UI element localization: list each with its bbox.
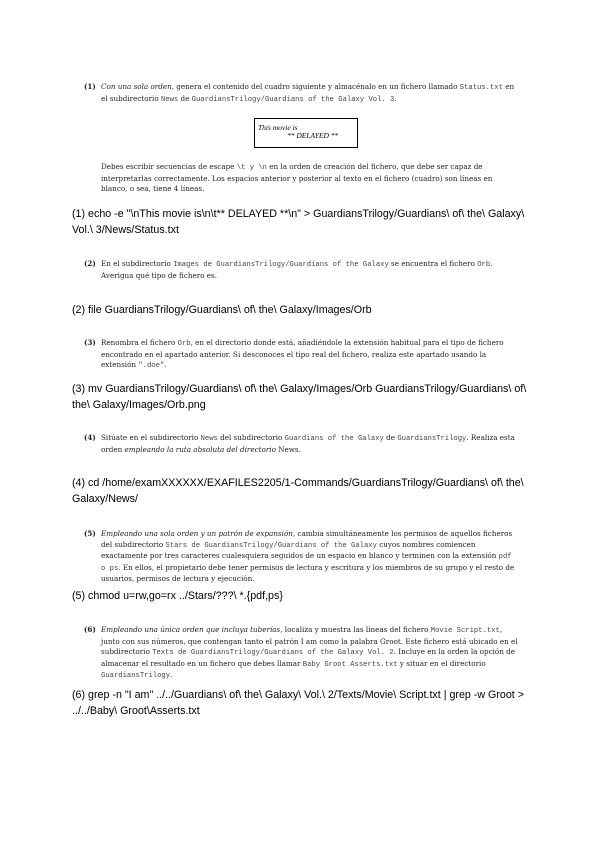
question-1-text: Con una sola orden, genera el contenido del cuadro siguiente y almacénalo en un fichero llamado Status.txt en el subdirectorio News de GuardiansTrilogy/Guardians of the Galaxy Vol. 3. xyxy=(101,82,515,104)
question-1-lead: Con una sola orden xyxy=(101,82,172,91)
answer-5: (5) chmod u=rw,go=rx ../Stars/???\ *.{pdf,ps} xyxy=(72,590,283,602)
answer-4: (4) cd /home/examXXXXXX/EXAFILES2205/1-Commands/GuardiansTrilogy/Guardians\ of\ the\ Galaxy/News/ xyxy=(72,477,524,505)
answer-3: (3) mv GuardiansTrilogy/Guardians\ of\ the\ Galaxy/Images/Orb GuardiansTrilogy/Guardians\ of\ the\ Galaxy/Images/Orb.png xyxy=(72,383,527,411)
question-1-number: (1) xyxy=(84,82,96,91)
box-line-1: This movie is xyxy=(258,123,298,132)
box-line-2: ** DELAYED ** xyxy=(287,131,339,140)
status-file-name: Status.txt xyxy=(459,84,503,92)
question-6-number: (6) xyxy=(84,625,96,634)
question-6-text: Empleando una única orden que incluya tuberías, localiza y muestra las líneas del fichero Movie Script.txt, junto con sus números, que contengan tanto el patrón I am como la palabra Groot. Este fichero está ubicado en el subdirectorio Texts de GuardiansTrilogy/Guardians of the Galaxy Vol. 2. Incluye en la orden la opción de almacenar el resultado en un fichero que debes llamar Baby Groot Asserts.txt y situar en el directorio GuardiansTrilogy. xyxy=(101,625,518,681)
question-5-text: Empleando una sola orden y un patrón de expansión, cambia simultáneamente los permisos de aquellos ficheros del subdirectorio Stars de GuardiansTrilogy/Guardians of the Galaxy cuyos nombres comiencen exactamente por tres caracteres cualesquiera seguidos de un espacio en blanco y terminen con la extensión pdf o ps. En ellos, el propietario debe tener permisos de lectura y escritura y los miembros de su grupo y el resto de usuarios, permisos de lectura y ejecución. xyxy=(101,529,515,584)
question-4 xyxy=(84,433,520,455)
question-1 xyxy=(84,82,520,105)
question-3-text: Renombra el fichero Orb, en el directorio donde está, añadiéndole la extensión habitual para el tipo de fichero encontrado en el apartado anterior. Si desconoces el tipo real del fichero, realiza este apartado usando la extensión ".doe". xyxy=(101,338,504,371)
question-1-note-text: Debes escribir secuencias de escape \t y \n en la orden de creación del fichero, que debe ser capaz de interpretarlas correctamente. Los espacios anterior y posterior al texto en el fichero (cuadro) son líneas en blanco, o sea, tiene 4 líneas. xyxy=(101,162,493,194)
question-6 xyxy=(84,625,520,682)
question-2-text: En el subdirectorio Images de GuardiansTrilogy/Guardians of the Galaxy se encuentra el fichero Orb. Averigua qué tipo de fichero es. xyxy=(101,259,493,280)
question-2-number: (2) xyxy=(84,259,96,268)
question-1-note xyxy=(84,162,520,195)
question-4-text: Sitúate en el subdirectorio News del subdirectorio Guardians of the Galaxy de GuardiansTrilogy. Realiza esta orden empleando la ruta absoluta del directorio News. xyxy=(101,433,515,454)
question-2 xyxy=(84,259,520,281)
answer-1: (1) echo -e "\nThis movie is\n\t** DELAYED **\n" > GuardiansTrilogy/Guardians\ of\ the\ Galaxy\ Vol.\ 3/News/Status.txt xyxy=(72,208,525,236)
question-5 xyxy=(84,529,520,585)
status-content-box xyxy=(254,118,358,148)
answer-6: (6) grep -n "I am" ../../Guardians\ of\ the\ Galaxy\ Vol.\ 2/Texts/Movie\ Script.txt | grep -w Groot > ../../Baby\ Groot\Asserts.txt xyxy=(72,689,524,717)
question-4-number: (4) xyxy=(84,433,96,442)
question-3 xyxy=(84,338,520,372)
answer-2: (2) file GuardiansTrilogy/Guardians\ of\ the\ Galaxy/Images/Orb xyxy=(72,304,372,316)
question-3-number: (3) xyxy=(84,338,96,347)
question-5-number: (5) xyxy=(84,529,96,538)
